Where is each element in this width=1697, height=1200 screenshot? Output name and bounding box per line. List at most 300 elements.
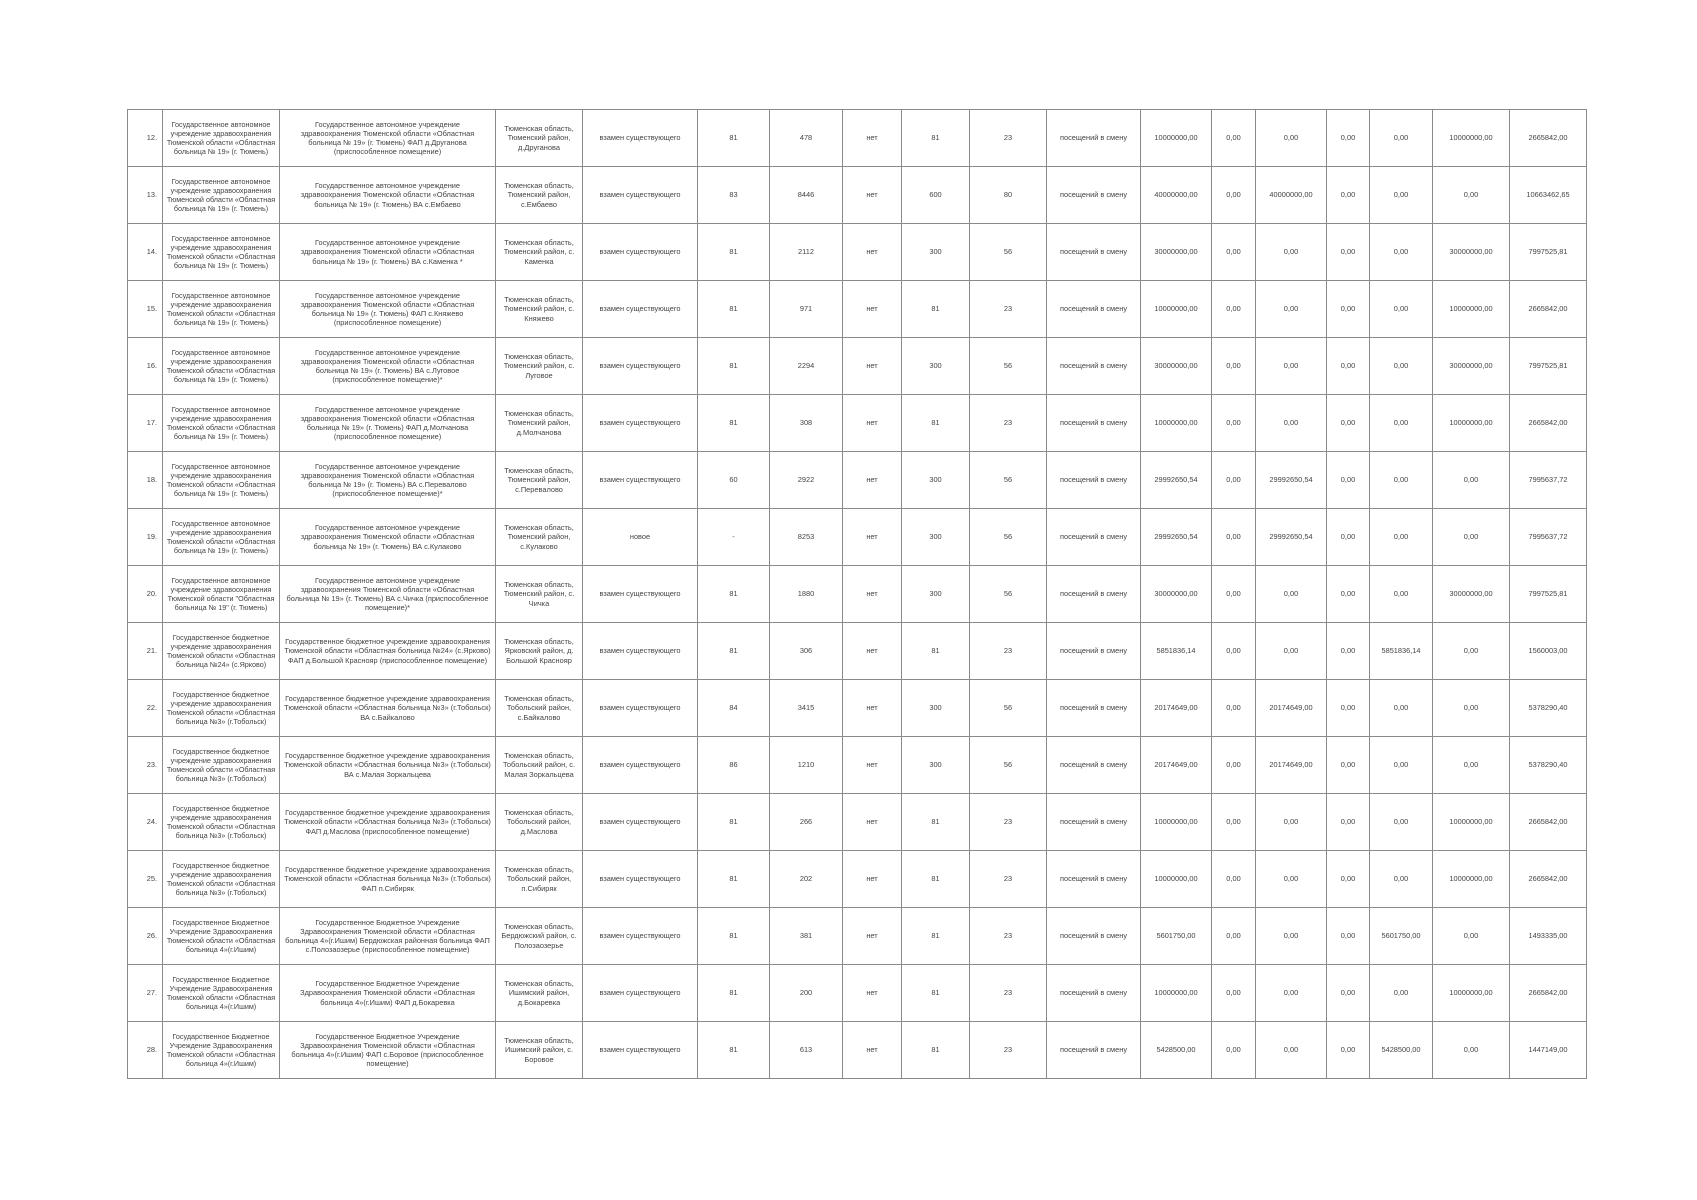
staff-cell: 80	[970, 167, 1047, 224]
organization-cell: Государственное автономное учреждение здравоохранения Тюменской области «Областная больница № 19» (г. Тюмень)	[163, 395, 280, 452]
organization-cell: Государственное автономное учреждение здравоохранения Тюменской области «Областная больница № 19» (г. Тюмень)	[163, 452, 280, 509]
cost-2022-cell: 0,00	[1370, 281, 1433, 338]
operating-cost-cell: 1447149,00	[1510, 1022, 1587, 1079]
capacity-cell: 300	[902, 680, 970, 737]
capacity-cell: 300	[902, 566, 970, 623]
construction-type-cell: взамен существующего	[583, 566, 698, 623]
operating-cost-cell: 1560003,00	[1510, 623, 1587, 680]
wear-percent-cell: -	[698, 509, 770, 566]
organization-cell: Государственное автономное учреждение здравоохранения Тюменской области «Областная больница № 19» (г. Тюмень)	[163, 110, 280, 167]
total-cost-cell: 10000000,00	[1141, 395, 1212, 452]
table-row	[128, 851, 1587, 908]
capacity-cell: 300	[902, 338, 970, 395]
total-cost-cell: 5601750,00	[1141, 908, 1212, 965]
row-number-cell: 26.	[128, 908, 163, 965]
total-cost-cell: 29992650,54	[1141, 509, 1212, 566]
cost-2019-cell: 0,00	[1212, 737, 1256, 794]
cost-2019-cell: 0,00	[1212, 680, 1256, 737]
cost-2020-cell: 0,00	[1256, 1022, 1327, 1079]
wear-percent-cell: 81	[698, 224, 770, 281]
organization-cell: Государственное автономное учреждение здравоохранения Тюменской области «Областная больница № 19» (г. Тюмень)	[163, 338, 280, 395]
cost-2023-cell: 10000000,00	[1433, 395, 1510, 452]
row-number-cell: 23.	[128, 737, 163, 794]
cost-2019-cell: 0,00	[1212, 395, 1256, 452]
flag-cell: нет	[843, 338, 902, 395]
capacity-unit-cell: посещений в смену	[1047, 509, 1141, 566]
row-number-cell: 22.	[128, 680, 163, 737]
staff-cell: 23	[970, 794, 1047, 851]
row-number-cell: 17.	[128, 395, 163, 452]
cost-2020-cell: 0,00	[1256, 395, 1327, 452]
cost-2021-cell: 0,00	[1327, 566, 1370, 623]
row-number-cell: 19.	[128, 509, 163, 566]
capacity-unit-cell: посещений в смену	[1047, 908, 1141, 965]
population-cell: 2294	[770, 338, 843, 395]
construction-type-cell: взамен существующего	[583, 680, 698, 737]
facility-name-cell: Государственное Бюджетное Учреждение Здравоохранения Тюменской области «Областная больница 4»(г.Ишим) Бердюжская районная больница ФАП с.Полозаозерье (приспособленное помещение)	[280, 908, 496, 965]
flag-cell: нет	[843, 965, 902, 1022]
table-row	[128, 737, 1587, 794]
population-cell: 613	[770, 1022, 843, 1079]
flag-cell: нет	[843, 167, 902, 224]
total-cost-cell: 10000000,00	[1141, 281, 1212, 338]
construction-type-cell: взамен существующего	[583, 224, 698, 281]
capacity-cell: 81	[902, 851, 970, 908]
address-cell: Тюменская область, Тюменский район, с. Луговое	[496, 338, 583, 395]
facility-name-cell: Государственное автономное учреждение здравоохранения Тюменской области «Областная больница № 19» (г. Тюмень) ВА с.Каменка *	[280, 224, 496, 281]
capacity-cell: 300	[902, 452, 970, 509]
wear-percent-cell: 81	[698, 281, 770, 338]
construction-type-cell: взамен существующего	[583, 167, 698, 224]
organization-cell: Государственное бюджетное учреждение здравоохранения Тюменской области «Областная больница №3» (г.Тобольск)	[163, 794, 280, 851]
cost-2021-cell: 0,00	[1327, 395, 1370, 452]
staff-cell: 56	[970, 452, 1047, 509]
capacity-cell: 81	[902, 1022, 970, 1079]
total-cost-cell: 20174649,00	[1141, 680, 1212, 737]
population-cell: 8446	[770, 167, 843, 224]
facility-name-cell: Государственное автономное учреждение здравоохранения Тюменской области «Областная больница № 19» (г. Тюмень) ФАП с.Княжево (приспособленное помещение)	[280, 281, 496, 338]
cost-2021-cell: 0,00	[1327, 794, 1370, 851]
facility-name-cell: Государственное автономное учреждение здравоохранения Тюменской области «Областная больница № 19» (г. Тюмень) ВА с.Луговое (приспособленное помещение)*	[280, 338, 496, 395]
construction-type-cell: взамен существующего	[583, 281, 698, 338]
population-cell: 202	[770, 851, 843, 908]
population-cell: 306	[770, 623, 843, 680]
cost-2021-cell: 0,00	[1327, 965, 1370, 1022]
row-number-cell: 24.	[128, 794, 163, 851]
cost-2023-cell: 0,00	[1433, 737, 1510, 794]
wear-percent-cell: 86	[698, 737, 770, 794]
address-cell: Тюменская область, Тюменский район, с.Кулаково	[496, 509, 583, 566]
organization-cell: Государственное автономное учреждение здравоохранения Тюменской области «Областная больница № 19» (г. Тюмень)	[163, 224, 280, 281]
address-cell: Тюменская область, Тобольский район, д.Маслова	[496, 794, 583, 851]
cost-2021-cell: 0,00	[1327, 281, 1370, 338]
capacity-cell: 81	[902, 794, 970, 851]
cost-2023-cell: 10000000,00	[1433, 281, 1510, 338]
cost-2020-cell: 0,00	[1256, 965, 1327, 1022]
population-cell: 8253	[770, 509, 843, 566]
total-cost-cell: 30000000,00	[1141, 338, 1212, 395]
cost-2019-cell: 0,00	[1212, 452, 1256, 509]
capacity-unit-cell: посещений в смену	[1047, 452, 1141, 509]
row-number-cell: 14.	[128, 224, 163, 281]
row-number-cell: 15.	[128, 281, 163, 338]
capacity-unit-cell: посещений в смену	[1047, 680, 1141, 737]
cost-2021-cell: 0,00	[1327, 908, 1370, 965]
operating-cost-cell: 7997525,81	[1510, 338, 1587, 395]
flag-cell: нет	[843, 395, 902, 452]
total-cost-cell: 40000000,00	[1141, 167, 1212, 224]
flag-cell: нет	[843, 851, 902, 908]
construction-type-cell: взамен существующего	[583, 908, 698, 965]
flag-cell: нет	[843, 509, 902, 566]
operating-cost-cell: 5378290,40	[1510, 737, 1587, 794]
cost-2021-cell: 0,00	[1327, 338, 1370, 395]
facilities-table	[127, 109, 1587, 1079]
cost-2020-cell: 29992650,54	[1256, 509, 1327, 566]
cost-2021-cell: 0,00	[1327, 1022, 1370, 1079]
cost-2023-cell: 0,00	[1433, 167, 1510, 224]
capacity-cell: 81	[902, 110, 970, 167]
population-cell: 2922	[770, 452, 843, 509]
cost-2020-cell: 20174649,00	[1256, 680, 1327, 737]
row-number-cell: 28.	[128, 1022, 163, 1079]
cost-2023-cell: 0,00	[1433, 908, 1510, 965]
total-cost-cell: 10000000,00	[1141, 851, 1212, 908]
construction-type-cell: новое	[583, 509, 698, 566]
cost-2023-cell: 10000000,00	[1433, 110, 1510, 167]
population-cell: 308	[770, 395, 843, 452]
cost-2019-cell: 0,00	[1212, 566, 1256, 623]
cost-2021-cell: 0,00	[1327, 452, 1370, 509]
cost-2019-cell: 0,00	[1212, 509, 1256, 566]
total-cost-cell: 5428500,00	[1141, 1022, 1212, 1079]
organization-cell: Государственное Бюджетное Учреждение Здравоохранения Тюменской области «Областная больница 4»(г.Ишим)	[163, 908, 280, 965]
wear-percent-cell: 81	[698, 338, 770, 395]
cost-2022-cell: 5428500,00	[1370, 1022, 1433, 1079]
capacity-unit-cell: посещений в смену	[1047, 224, 1141, 281]
construction-type-cell: взамен существующего	[583, 965, 698, 1022]
staff-cell: 23	[970, 281, 1047, 338]
cost-2023-cell: 30000000,00	[1433, 566, 1510, 623]
table-row	[128, 224, 1587, 281]
cost-2022-cell: 0,00	[1370, 509, 1433, 566]
capacity-unit-cell: посещений в смену	[1047, 110, 1141, 167]
staff-cell: 56	[970, 509, 1047, 566]
cost-2023-cell: 10000000,00	[1433, 794, 1510, 851]
facility-name-cell: Государственное бюджетное учреждение здравоохранения Тюменской области «Областная больница №3» (г.Тобольск) ФАП д.Маслова (приспособленное помещение)	[280, 794, 496, 851]
wear-percent-cell: 81	[698, 110, 770, 167]
cost-2023-cell: 0,00	[1433, 509, 1510, 566]
cost-2022-cell: 0,00	[1370, 338, 1433, 395]
cost-2019-cell: 0,00	[1212, 110, 1256, 167]
wear-percent-cell: 81	[698, 965, 770, 1022]
operating-cost-cell: 7995637,72	[1510, 452, 1587, 509]
construction-type-cell: взамен существующего	[583, 737, 698, 794]
facility-name-cell: Государственное автономное учреждение здравоохранения Тюменской области «Областная больница № 19» (г. Тюмень) ФАП д.Молчанова (приспособленное помещение)	[280, 395, 496, 452]
capacity-unit-cell: посещений в смену	[1047, 737, 1141, 794]
table-row	[128, 794, 1587, 851]
capacity-unit-cell: посещений в смену	[1047, 338, 1141, 395]
cost-2023-cell: 0,00	[1433, 1022, 1510, 1079]
staff-cell: 23	[970, 965, 1047, 1022]
cost-2022-cell: 0,00	[1370, 224, 1433, 281]
flag-cell: нет	[843, 794, 902, 851]
wear-percent-cell: 81	[698, 851, 770, 908]
facility-name-cell: Государственное автономное учреждение здравоохранения Тюменской области «Областная больница № 19» (г. Тюмень) ВА с.Ембаево	[280, 167, 496, 224]
capacity-unit-cell: посещений в смену	[1047, 623, 1141, 680]
organization-cell: Государственное автономное учреждение здравоохранения Тюменской области «Областная больница № 19» (г. Тюмень)	[163, 281, 280, 338]
flag-cell: нет	[843, 680, 902, 737]
staff-cell: 56	[970, 680, 1047, 737]
address-cell: Тюменская область, Ишимский район, д.Бокаревка	[496, 965, 583, 1022]
population-cell: 478	[770, 110, 843, 167]
organization-cell: Государственное Бюджетное Учреждение Здравоохранения Тюменской области «Областная больница 4»(г.Ишим)	[163, 965, 280, 1022]
capacity-unit-cell: посещений в смену	[1047, 566, 1141, 623]
wear-percent-cell: 60	[698, 452, 770, 509]
cost-2020-cell: 0,00	[1256, 224, 1327, 281]
row-number-cell: 13.	[128, 167, 163, 224]
table-row	[128, 680, 1587, 737]
address-cell: Тюменская область, Тюменский район, с.Перевалово	[496, 452, 583, 509]
cost-2022-cell: 0,00	[1370, 737, 1433, 794]
population-cell: 3415	[770, 680, 843, 737]
construction-type-cell: взамен существующего	[583, 338, 698, 395]
flag-cell: нет	[843, 452, 902, 509]
capacity-unit-cell: посещений в смену	[1047, 281, 1141, 338]
cost-2022-cell: 0,00	[1370, 794, 1433, 851]
table-row	[128, 167, 1587, 224]
cost-2022-cell: 0,00	[1370, 965, 1433, 1022]
cost-2021-cell: 0,00	[1327, 737, 1370, 794]
capacity-cell: 300	[902, 224, 970, 281]
capacity-cell: 81	[902, 965, 970, 1022]
capacity-unit-cell: посещений в смену	[1047, 965, 1141, 1022]
address-cell: Тюменская область, Тобольский район, с.Байкалово	[496, 680, 583, 737]
cost-2023-cell: 30000000,00	[1433, 338, 1510, 395]
operating-cost-cell: 10663462,65	[1510, 167, 1587, 224]
cost-2023-cell: 0,00	[1433, 680, 1510, 737]
total-cost-cell: 10000000,00	[1141, 965, 1212, 1022]
organization-cell: Государственное бюджетное учреждение здравоохранения Тюменской области «Областная больница №3» (г.Тобольск)	[163, 851, 280, 908]
row-number-cell: 25.	[128, 851, 163, 908]
construction-type-cell: взамен существующего	[583, 1022, 698, 1079]
population-cell: 971	[770, 281, 843, 338]
organization-cell: Государственное автономное учреждение здравоохранения Тюменской области «Областная больница № 19» (г. Тюмень)	[163, 509, 280, 566]
cost-2020-cell: 20174649,00	[1256, 737, 1327, 794]
table-row	[128, 110, 1587, 167]
cost-2022-cell: 0,00	[1370, 452, 1433, 509]
staff-cell: 56	[970, 737, 1047, 794]
staff-cell: 23	[970, 908, 1047, 965]
staff-cell: 23	[970, 110, 1047, 167]
organization-cell: Государственное бюджетное учреждение здравоохранения Тюменской области «Областная больница №24» (с.Ярково)	[163, 623, 280, 680]
address-cell: Тюменская область, Ишимский район, с. Боровое	[496, 1022, 583, 1079]
total-cost-cell: 10000000,00	[1141, 110, 1212, 167]
capacity-unit-cell: посещений в смену	[1047, 167, 1141, 224]
cost-2020-cell: 29992650,54	[1256, 452, 1327, 509]
capacity-unit-cell: посещений в смену	[1047, 794, 1141, 851]
total-cost-cell: 30000000,00	[1141, 224, 1212, 281]
row-number-cell: 27.	[128, 965, 163, 1022]
cost-2022-cell: 0,00	[1370, 851, 1433, 908]
organization-cell: Государственное Бюджетное Учреждение Здравоохранения Тюменской области «Областная больница 4»(г.Ишим)	[163, 1022, 280, 1079]
facility-name-cell: Государственное автономное учреждение здравоохранения Тюменской области «Областная больница № 19» (г. Тюмень) ВА с.Кулаково	[280, 509, 496, 566]
operating-cost-cell: 7995637,72	[1510, 509, 1587, 566]
cost-2021-cell: 0,00	[1327, 680, 1370, 737]
cost-2019-cell: 0,00	[1212, 965, 1256, 1022]
capacity-cell: 300	[902, 737, 970, 794]
facility-name-cell: Государственное бюджетное учреждение здравоохранения Тюменской области «Областная больница №3» (г.Тобольск) ФАП п.Сибиряк	[280, 851, 496, 908]
address-cell: Тюменская область, Тюменский район, с. Чичка	[496, 566, 583, 623]
flag-cell: нет	[843, 110, 902, 167]
cost-2019-cell: 0,00	[1212, 623, 1256, 680]
total-cost-cell: 10000000,00	[1141, 794, 1212, 851]
cost-2023-cell: 10000000,00	[1433, 965, 1510, 1022]
cost-2019-cell: 0,00	[1212, 1022, 1256, 1079]
cost-2022-cell: 0,00	[1370, 110, 1433, 167]
cost-2020-cell: 0,00	[1256, 110, 1327, 167]
facility-name-cell: Государственное бюджетное учреждение здравоохранения Тюменской области «Областная больница №3» (г.Тобольск) ВА с.Малая Зоркальцева	[280, 737, 496, 794]
cost-2022-cell: 5851836,14	[1370, 623, 1433, 680]
staff-cell: 23	[970, 1022, 1047, 1079]
cost-2022-cell: 0,00	[1370, 167, 1433, 224]
capacity-cell: 81	[902, 395, 970, 452]
flag-cell: нет	[843, 224, 902, 281]
row-number-cell: 12.	[128, 110, 163, 167]
total-cost-cell: 29992650,54	[1141, 452, 1212, 509]
construction-type-cell: взамен существующего	[583, 395, 698, 452]
cost-2021-cell: 0,00	[1327, 224, 1370, 281]
capacity-cell: 300	[902, 509, 970, 566]
operating-cost-cell: 2665842,00	[1510, 110, 1587, 167]
operating-cost-cell: 7997525,81	[1510, 566, 1587, 623]
cost-2019-cell: 0,00	[1212, 224, 1256, 281]
address-cell: Тюменская область, Тобольский район, с. Малая Зоркальцева	[496, 737, 583, 794]
facility-name-cell: Государственное бюджетное учреждение здравоохранения Тюменской области «Областная больница №3» (г.Тобольск) ВА с.Байкалово	[280, 680, 496, 737]
population-cell: 381	[770, 908, 843, 965]
capacity-unit-cell: посещений в смену	[1047, 1022, 1141, 1079]
population-cell: 2112	[770, 224, 843, 281]
staff-cell: 23	[970, 623, 1047, 680]
operating-cost-cell: 1493335,00	[1510, 908, 1587, 965]
address-cell: Тюменская область, Тюменский район, с. Княжево	[496, 281, 583, 338]
capacity-cell: 81	[902, 908, 970, 965]
population-cell: 200	[770, 965, 843, 1022]
cost-2020-cell: 0,00	[1256, 623, 1327, 680]
staff-cell: 56	[970, 338, 1047, 395]
facility-name-cell: Государственное бюджетное учреждение здравоохранения Тюменской области «Областная больница №24» (с.Ярково) ФАП д.Большой Краснояр (приспособленное помещение)	[280, 623, 496, 680]
operating-cost-cell: 2665842,00	[1510, 794, 1587, 851]
cost-2019-cell: 0,00	[1212, 338, 1256, 395]
address-cell: Тюменская область, Ярковский район, д. Большой Краснояр	[496, 623, 583, 680]
table-row	[128, 566, 1587, 623]
address-cell: Тюменская область, Тюменский район, с.Ембаево	[496, 167, 583, 224]
address-cell: Тюменская область, Тюменский район, д.Друганова	[496, 110, 583, 167]
flag-cell: нет	[843, 566, 902, 623]
operating-cost-cell: 2665842,00	[1510, 395, 1587, 452]
row-number-cell: 21.	[128, 623, 163, 680]
facility-name-cell: Государственное автономное учреждение здравоохранения Тюменской области «Областная больница № 19» (г. Тюмень) ВА с.Перевалово (приспособленное помещение)*	[280, 452, 496, 509]
population-cell: 1880	[770, 566, 843, 623]
cost-2020-cell: 0,00	[1256, 566, 1327, 623]
operating-cost-cell: 2665842,00	[1510, 965, 1587, 1022]
wear-percent-cell: 81	[698, 908, 770, 965]
total-cost-cell: 5851836,14	[1141, 623, 1212, 680]
address-cell: Тюменская область, Тюменский район, с. Каменка	[496, 224, 583, 281]
construction-type-cell: взамен существующего	[583, 794, 698, 851]
cost-2020-cell: 0,00	[1256, 851, 1327, 908]
table-row	[128, 908, 1587, 965]
address-cell: Тюменская область, Тобольский район, п.Сибиряк	[496, 851, 583, 908]
cost-2019-cell: 0,00	[1212, 794, 1256, 851]
wear-percent-cell: 81	[698, 623, 770, 680]
cost-2021-cell: 0,00	[1327, 623, 1370, 680]
population-cell: 266	[770, 794, 843, 851]
row-number-cell: 16.	[128, 338, 163, 395]
operating-cost-cell: 2665842,00	[1510, 281, 1587, 338]
staff-cell: 56	[970, 224, 1047, 281]
facility-name-cell: Государственное автономное учреждение здравоохранения Тюменской области «Областная больница № 19» (г. Тюмень) ФАП д.Друганова (приспособленное помещение)	[280, 110, 496, 167]
capacity-cell: 81	[902, 623, 970, 680]
staff-cell: 56	[970, 566, 1047, 623]
operating-cost-cell: 2665842,00	[1510, 851, 1587, 908]
staff-cell: 23	[970, 851, 1047, 908]
wear-percent-cell: 84	[698, 680, 770, 737]
total-cost-cell: 20174649,00	[1141, 737, 1212, 794]
facility-name-cell: Государственное Бюджетное Учреждение Здравоохранения Тюменской области «Областная больница 4»(г.Ишим) ФАП с.Боровое (приспособленное помещение)	[280, 1022, 496, 1079]
flag-cell: нет	[843, 737, 902, 794]
table-row	[128, 395, 1587, 452]
operating-cost-cell: 7997525,81	[1510, 224, 1587, 281]
cost-2021-cell: 0,00	[1327, 167, 1370, 224]
facility-name-cell: Государственное Бюджетное Учреждение Здравоохранения Тюменской области «Областная больница 4»(г.Ишим) ФАП д.Бокаревка	[280, 965, 496, 1022]
cost-2019-cell: 0,00	[1212, 851, 1256, 908]
organization-cell: Государственное автономное учреждение здравоохранения Тюменской области "Областная больница № 19" (г. Тюмень)	[163, 566, 280, 623]
row-number-cell: 20.	[128, 566, 163, 623]
cost-2022-cell: 0,00	[1370, 566, 1433, 623]
table-row	[128, 509, 1587, 566]
wear-percent-cell: 81	[698, 1022, 770, 1079]
wear-percent-cell: 83	[698, 167, 770, 224]
population-cell: 1210	[770, 737, 843, 794]
flag-cell: нет	[843, 281, 902, 338]
capacity-unit-cell: посещений в смену	[1047, 851, 1141, 908]
cost-2021-cell: 0,00	[1327, 851, 1370, 908]
flag-cell: нет	[843, 1022, 902, 1079]
table-row	[128, 965, 1587, 1022]
cost-2020-cell: 0,00	[1256, 908, 1327, 965]
cost-2019-cell: 0,00	[1212, 281, 1256, 338]
wear-percent-cell: 81	[698, 395, 770, 452]
cost-2020-cell: 40000000,00	[1256, 167, 1327, 224]
cost-2019-cell: 0,00	[1212, 167, 1256, 224]
construction-type-cell: взамен существующего	[583, 851, 698, 908]
table-row	[128, 452, 1587, 509]
organization-cell: Государственное автономное учреждение здравоохранения Тюменской области «Областная больница № 19» (г. Тюмень)	[163, 167, 280, 224]
table-row	[128, 623, 1587, 680]
cost-2020-cell: 0,00	[1256, 794, 1327, 851]
address-cell: Тюменская область, Бердюжский район, с. Полозаозерье	[496, 908, 583, 965]
facility-name-cell: Государственное автономное учреждение здравоохранения Тюменской области «Областная больница № 19» (г. Тюмень) ВА с.Чичка (приспособленное помещение)*	[280, 566, 496, 623]
total-cost-cell: 30000000,00	[1141, 566, 1212, 623]
cost-2022-cell: 5601750,00	[1370, 908, 1433, 965]
table-row	[128, 338, 1587, 395]
address-cell: Тюменская область, Тюменский район, д.Молчанова	[496, 395, 583, 452]
wear-percent-cell: 81	[698, 794, 770, 851]
staff-cell: 23	[970, 395, 1047, 452]
operating-cost-cell: 5378290,40	[1510, 680, 1587, 737]
capacity-cell: 600	[902, 167, 970, 224]
